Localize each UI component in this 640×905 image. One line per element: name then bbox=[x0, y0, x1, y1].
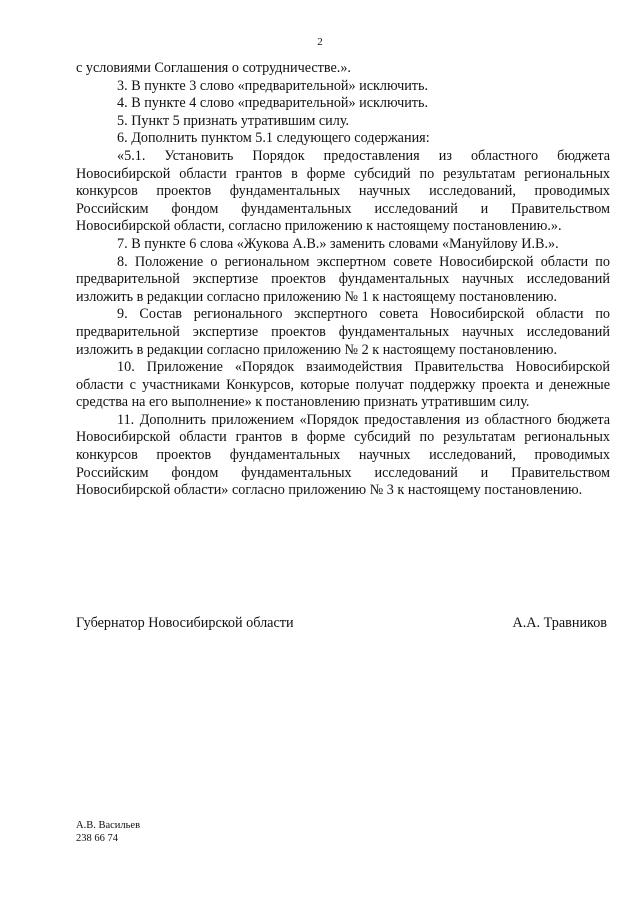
signatory-name: А.А. Травников bbox=[512, 615, 607, 631]
signatory-position: Губернатор Новосибирской области bbox=[76, 615, 294, 631]
paragraph-item-10: 10. Приложение «Порядок взаимодействия Правительства Новосибирской области с участниками Конкурсов, которые получат поддержку проекта и денежные средства на его выполнение» к постановлению признать утратившим силу. bbox=[76, 359, 610, 411]
paragraph-item-3: 3. В пункте 3 слово «предварительной» исключить. bbox=[117, 77, 429, 94]
signature-block bbox=[76, 615, 607, 633]
paragraph-item-5-1: «5.1. Установить Порядок предоставления из областного бюджета Новосибирской области грантов в форме субсидий по результатам региональных конкурсов проектов фундаментальных научных исследований, проводимых Российским фондом фундаментальных исследований и Правительством Новосибирской области, согласно приложению к настоящему постановлению.». bbox=[76, 147, 610, 235]
paragraph-item-11: 11. Дополнить приложением «Порядок предоставления из областного бюджета Новосибирской области грантов в форме субсидий по результатам региональных конкурсов проектов фундаментальных научных исследований, проводимых Российским фондом фундаментальных исследований и Правительством Новосибирской области» согласно приложению № 3 к настоящему постановлению. bbox=[76, 411, 610, 499]
paragraph-item-6: 6. Дополнить пунктом 5.1 следующего содержания: bbox=[117, 130, 430, 147]
paragraph-item-8: 8. Положение о региональном экспертном совете Новосибирской области по предварительной экспертизе проектов фундаментальных научных исследований изложить в редакции согласно приложению № 1 к настоящему постановлению. bbox=[76, 253, 610, 305]
paragraph-continuation: с условиями Соглашения о сотрудничестве.». bbox=[76, 60, 351, 76]
page-number: 2 bbox=[317, 36, 323, 48]
executor-block bbox=[76, 819, 140, 845]
paragraph-item-7: 7. В пункте 6 слова «Жукова А.В.» заменить словами «Мануйлову И.В.». bbox=[117, 235, 559, 252]
executor-name: А.В. Васильев bbox=[76, 820, 141, 831]
paragraph-item-4: 4. В пункте 4 слово «предварительной» исключить. bbox=[117, 95, 429, 112]
paragraph-item-5: 5. Пункт 5 признать утратившим силу. bbox=[117, 112, 350, 129]
document-body bbox=[76, 60, 610, 500]
paragraph-item-9: 9. Состав регионального экспертного совета Новосибирской области по предварительной экспертизе проектов фундаментальных научных исследований изложить в редакции согласно приложению № 2 к настоящему постановлению. bbox=[76, 306, 610, 358]
executor-phone: 238 66 74 bbox=[76, 833, 118, 844]
